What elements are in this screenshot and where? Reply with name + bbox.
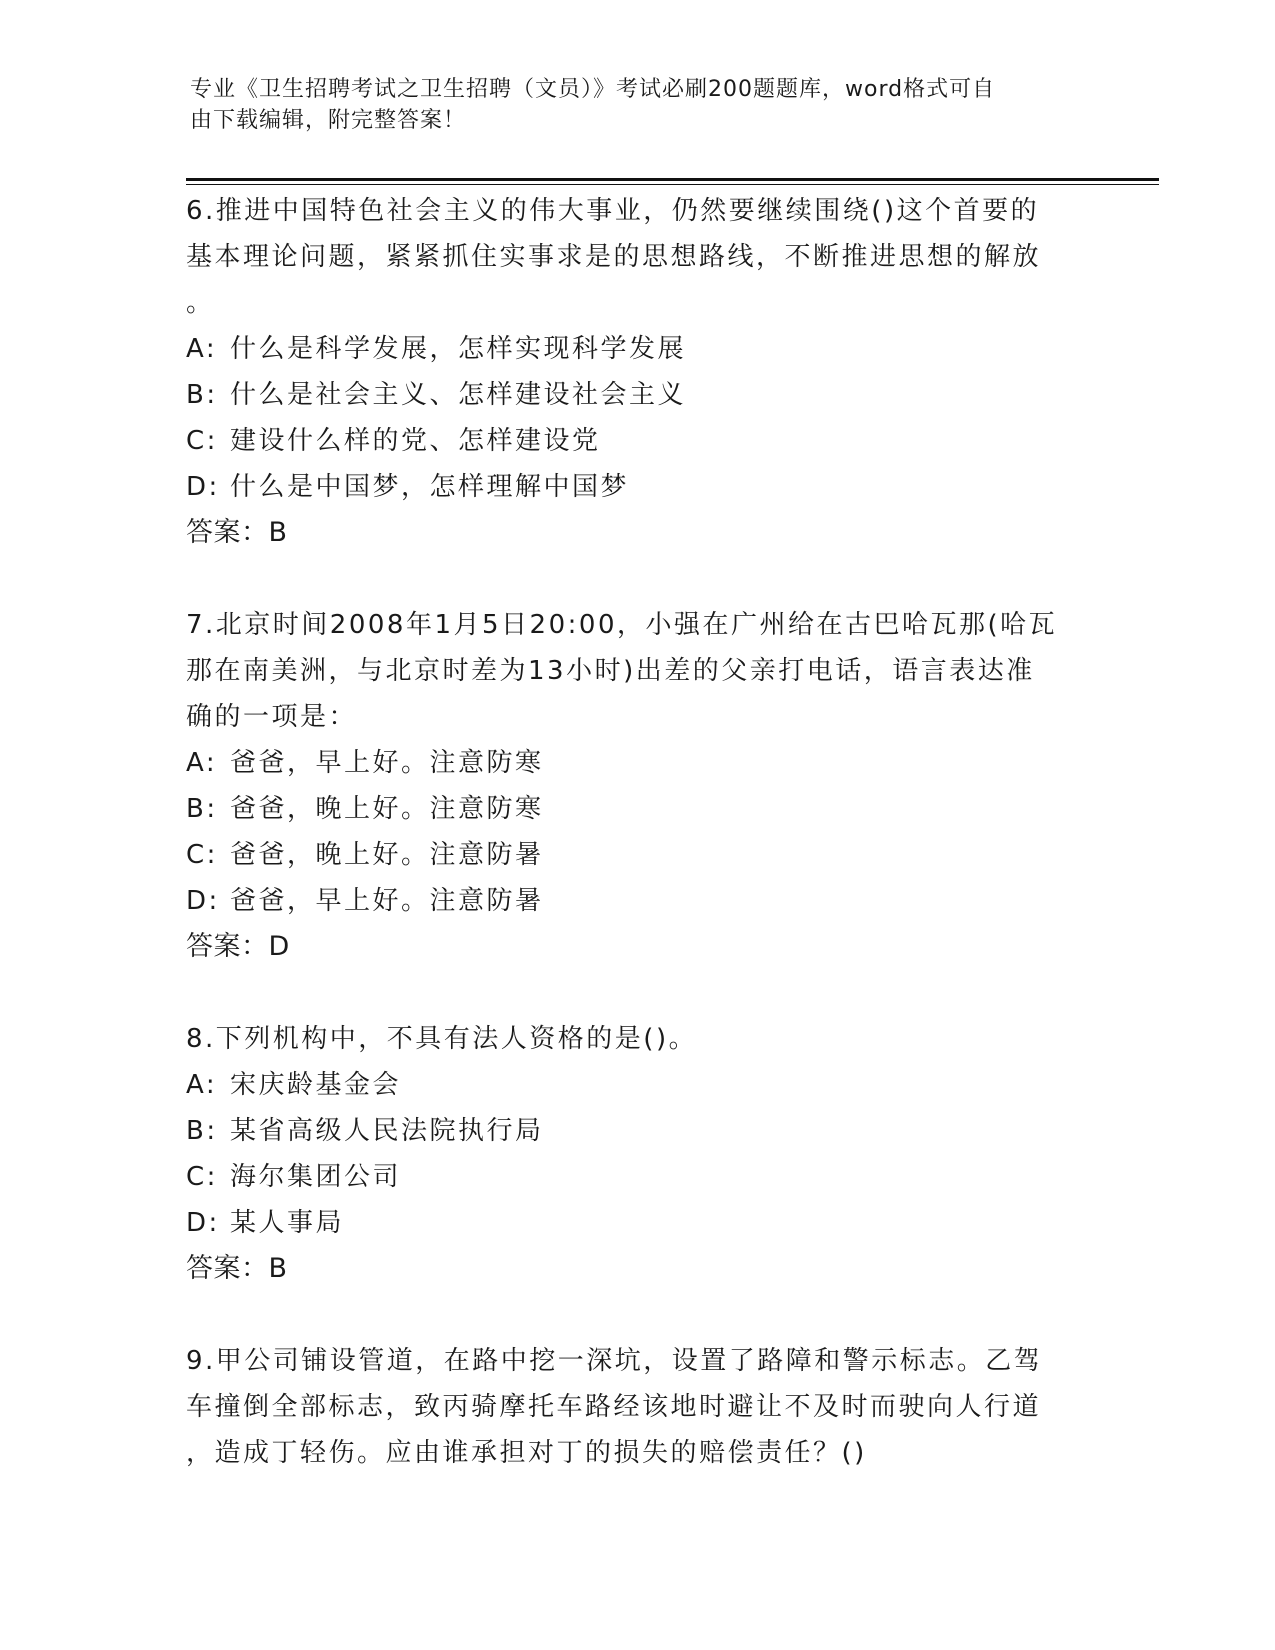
option-text: 爸爸，晚上好。注意防寒 bbox=[230, 794, 544, 824]
document-header bbox=[190, 74, 1070, 136]
question-line: 确的一项是： bbox=[186, 702, 358, 732]
question-line: 基本理论问题，紧紧抓住实事求是的思想路线，不断推进思想的解放 bbox=[186, 242, 1042, 272]
question-6 bbox=[186, 188, 1086, 556]
question-spacer bbox=[186, 556, 1086, 602]
option-b bbox=[186, 372, 1086, 418]
question-7 bbox=[186, 602, 1086, 970]
option-a bbox=[186, 740, 1086, 786]
question-line: 8.下列机构中，不具有法人资格的是()。 bbox=[186, 1024, 698, 1054]
option-key: B: bbox=[186, 1116, 218, 1146]
option-key: C: bbox=[186, 840, 218, 870]
question-line: 。 bbox=[186, 288, 215, 318]
option-text: 爸爸，早上好。注意防暑 bbox=[230, 886, 544, 916]
header-line-1: 专业《卫生招聘考试之卫生招聘（文员）》考试必刷200题题库，word格式可自 bbox=[190, 77, 996, 102]
option-text: 海尔集团公司 bbox=[230, 1162, 402, 1192]
option-text: 爸爸，晚上好。注意防暑 bbox=[230, 840, 544, 870]
option-text: 建设什么样的党、怎样建设党 bbox=[230, 426, 601, 456]
option-a bbox=[186, 1062, 1086, 1108]
question-spacer bbox=[186, 1292, 1086, 1338]
option-c bbox=[186, 418, 1086, 464]
option-d bbox=[186, 464, 1086, 510]
option-text: 某省高级人民法院执行局 bbox=[230, 1116, 544, 1146]
answer-line: 答案：B bbox=[186, 1253, 288, 1284]
question-line: ，造成丁轻伤。应由谁承担对丁的损失的赔偿责任？() bbox=[186, 1438, 867, 1468]
option-d bbox=[186, 878, 1086, 924]
question-line: 车撞倒全部标志，致丙骑摩托车路经该地时避让不及时而驶向人行道 bbox=[186, 1392, 1042, 1422]
option-key: D: bbox=[186, 1208, 220, 1238]
option-text: 什么是科学发展，怎样实现科学发展 bbox=[230, 334, 687, 364]
option-c bbox=[186, 1154, 1086, 1200]
option-b bbox=[186, 1108, 1086, 1154]
answer-line: 答案：B bbox=[186, 517, 288, 548]
option-d bbox=[186, 1200, 1086, 1246]
question-line: 9.甲公司铺设管道，在路中挖一深坑，设置了路障和警示标志。乙驾 bbox=[186, 1346, 1043, 1376]
option-text: 什么是中国梦，怎样理解中国梦 bbox=[230, 472, 630, 502]
option-key: B: bbox=[186, 794, 218, 824]
option-key: A: bbox=[186, 1070, 218, 1100]
option-key: A: bbox=[186, 748, 218, 778]
option-text: 什么是社会主义、怎样建设社会主义 bbox=[230, 380, 687, 410]
option-text: 宋庆龄基金会 bbox=[230, 1070, 402, 1100]
option-a bbox=[186, 326, 1086, 372]
answer-line: 答案：D bbox=[186, 931, 290, 962]
question-line: 7.北京时间2008年1月5日20:00，小强在广州给在古巴哈瓦那(哈瓦 bbox=[186, 610, 1058, 640]
option-b bbox=[186, 786, 1086, 832]
option-key: A: bbox=[186, 334, 218, 364]
question-9 bbox=[186, 1338, 1086, 1476]
option-text: 某人事局 bbox=[230, 1208, 345, 1238]
option-key: D: bbox=[186, 472, 220, 502]
question-list bbox=[186, 188, 1086, 1476]
question-8 bbox=[186, 1016, 1086, 1292]
option-text: 爸爸，早上好。注意防寒 bbox=[230, 748, 544, 778]
header-divider-thin bbox=[186, 184, 1159, 185]
option-c bbox=[186, 832, 1086, 878]
option-key: C: bbox=[186, 1162, 218, 1192]
option-key: C: bbox=[186, 426, 218, 456]
header-divider-thick bbox=[186, 178, 1159, 181]
option-key: B: bbox=[186, 380, 218, 410]
question-line: 那在南美洲，与北京时差为13小时)出差的父亲打电话，语言表达准 bbox=[186, 656, 1035, 686]
option-key: D: bbox=[186, 886, 220, 916]
header-line-2: 由下载编辑，附完整答案！ bbox=[190, 108, 467, 133]
question-line: 6.推进中国特色社会主义的伟大事业，仍然要继续围绕()这个首要的 bbox=[186, 196, 1040, 226]
question-spacer bbox=[186, 970, 1086, 1016]
